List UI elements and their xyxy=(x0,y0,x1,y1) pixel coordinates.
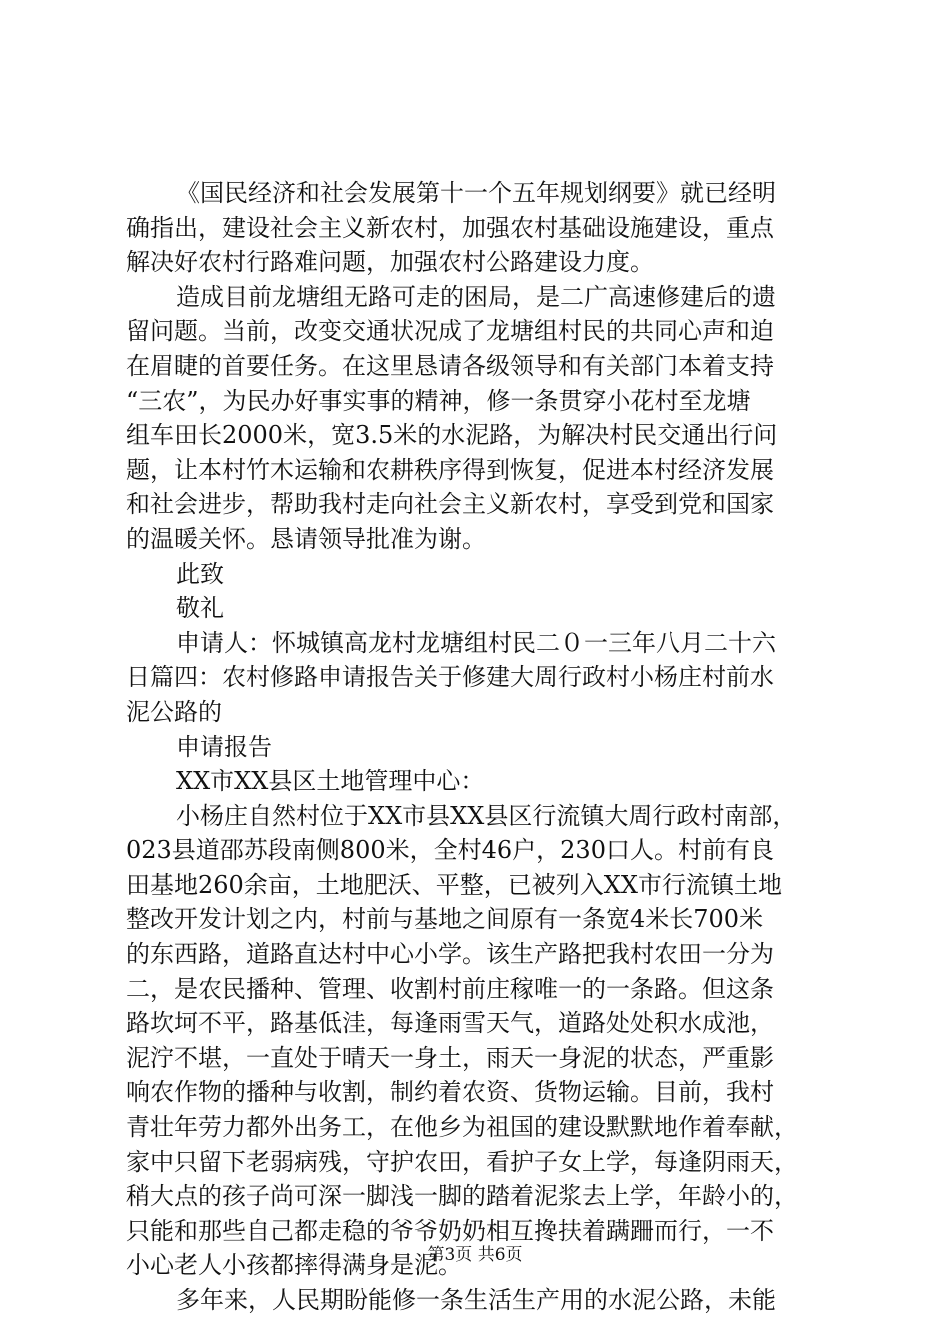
page-number-label: 第3页 共6页 xyxy=(427,1245,523,1265)
paragraph-line: 组车田长2000米，宽3.5米的水泥路，为解决村民交通出行问 xyxy=(126,421,778,450)
paragraph-line: 家中只留下老弱病残，守护农田，看护子女上学，每逢阴雨天， xyxy=(126,1147,798,1176)
paragraph-line: 《国民经济和社会发展第十一个五年规划纲要》就已经明 xyxy=(176,179,776,207)
page-footer xyxy=(0,1240,950,1265)
paragraph-line: 留问题。当前，改变交通状况成了龙塘组村民的共同心声和迫 xyxy=(126,317,774,346)
paragraph-line: 造成目前龙塘组无路可走的困局，是二广高速修建后的遗 xyxy=(176,282,776,311)
paragraph-line: 023县道邵苏段南侧800米，全村46户，230口人。村前有良 xyxy=(126,836,774,865)
paragraph-line: 题，让本村竹木运输和农耕秩序得到恢复，促进本村经济发展 xyxy=(126,455,774,484)
paragraph-line: 稍大点的孩子尚可深一脚浅一脚的踏着泥浆去上学，年龄小的， xyxy=(126,1182,798,1211)
paragraph-line: “三农”，为民办好事实事的精神，修一条贯穿小花村至龙塘 xyxy=(126,386,751,415)
salutation-line: 此致 xyxy=(176,559,224,588)
addressee-line: XX市XX县区土地管理中心： xyxy=(176,767,485,796)
paragraph-line: 田基地260余亩，土地肥沃、平整，已被列入XX市行流镇土地 xyxy=(126,870,782,899)
paragraph-line: 泥泞不堪，一直处于晴天一身土，雨天一身泥的状态，严重影 xyxy=(126,1043,774,1072)
paragraph-line: 泥公路的 xyxy=(126,697,222,726)
paragraph-line: 解决好农村行路难问题，加强农村公路建设力度。 xyxy=(126,248,654,277)
paragraph-line: 日篇四：农村修路申请报告关于修建大周行政村小杨庄村前水 xyxy=(126,663,774,692)
paragraph-line: 青壮年劳力都外出务工，在他乡为祖国的建设默默地作着奉献， xyxy=(126,1113,798,1142)
paragraph-line: 的东西路，道路直达村中心小学。该生产路把我村农田一分为 xyxy=(126,940,774,969)
paragraph-line: 多年来，人民期盼能修一条生活生产用的水泥公路，未能 xyxy=(176,1286,776,1314)
paragraph-line: 整改开发计划之内，村前与基地之间原有一条宽4米长700米 xyxy=(126,905,764,934)
paragraph-line: 和社会进步，帮助我村走向社会主义新农村，享受到党和国家 xyxy=(126,490,774,519)
paragraph-line: 确指出，建设社会主义新农村，加强农村基础设施建设，重点 xyxy=(126,213,774,242)
applicant-line: 申请人：怀城镇高龙村龙塘组村民二０一三年八月二十六 xyxy=(176,628,776,657)
paragraph-line: 二，是农民播种、管理、收割村前庄稼唯一的一条路。但这条 xyxy=(126,974,774,1003)
paragraph-line: 路坎坷不平，路基低洼，每逢雨雪天气，道路处处积水成池， xyxy=(126,1009,774,1038)
paragraph-line: 只能和那些自己都走稳的爷爷奶奶相互搀扶着蹒跚而行，一不 xyxy=(126,1216,774,1245)
paragraph-line: 在眉睫的首要任务。在这里恳请各级领导和有关部门本着支持 xyxy=(126,351,774,380)
paragraph-line: 小心老人小孩都摔得满身是泥。 xyxy=(126,1251,462,1280)
salutation-line: 敬礼 xyxy=(176,594,224,623)
paragraph-line: 的温暖关怀。恳请领导批准为谢。 xyxy=(126,524,486,553)
paragraph-line: 小杨庄自然村位于XX市县XX县区行流镇大周行政村南部， xyxy=(176,801,797,830)
paragraph-line: 响农作物的播种与收割，制约着农资、货物运输。目前，我村 xyxy=(126,1078,774,1107)
report-heading: 申请报告 xyxy=(176,732,272,761)
document-body xyxy=(126,176,836,1318)
